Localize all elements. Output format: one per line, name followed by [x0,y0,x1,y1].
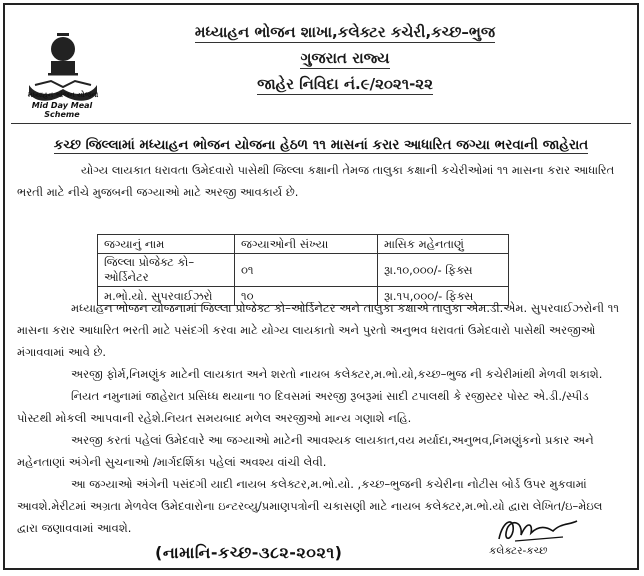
posts-table [97,234,509,306]
post-name: જિલ્લા પ્રોજેક્ટ કો–ઓર્ડિનેટર [98,254,235,287]
column-header-salary: માસિક મહેનતાણું [378,235,509,254]
header-divider [11,123,631,124]
logo-caption-gujarati: મધ્યાહન ભોજન યોજના [27,91,99,99]
post-count: ૦૧ [235,254,378,287]
tender-notice [3,3,639,570]
paragraph-selection: આ જગ્યાઓ અંગેની પસંદગી યાદી નાયબ કલેક્ટર,મ.ભો.યો. ,કચ્છ–ભુજની કચેરીના નોટીસ બોર્ડ ઉપર મુકવામાં આવશે.મેરીટમાં અગ્રતા મેળવેલ ઉમેદવારોના ઇન્ટરવ્યુ/પ્રમાણપત્રોની ચકાસણી માટે નાયબ કલેક્ટર,મ.ભો.યો દ્વારા લેખિત/ઇ–મેઇલ દ્વારા જણાવવામાં આવશે. [17,477,603,535]
notice-subject: કચ્છ જિલ્લામાં મધ્યાહન ભોજન યોજના હેઠળ ૧૧ માસનાં કરાર આધારિત જગ્યા ભરવાની જાહેરાત [53,137,589,153]
post-salary: રૂા.૧૦,૦૦૦/- ફિક્સ [378,254,509,287]
notice-reference: (નામાનિ-કચ્છ-૩૮૨-૨૦૨૧) [155,543,343,562]
table-header-row [98,235,509,254]
logo-caption-english: Mid Day Meal Scheme [31,101,93,119]
paragraph-application-form: અરજી ફોર્મ,નિમણુંક માટેની લાયકાત અને શરતો નાયબ કલેક્ટર,મ.ભો.યો,કચ્છ–ભુજ ની કચેરીમાંથી મેળવી શકાશે. [71,367,603,381]
paragraph-instructions: અરજી કરતાં પહેલાં ઉમેદવારે આ જગ્યાઓ માટેની આવશ્યક લાયકાત,વય મર્યાદા,અનુભવ,નિમણુંકનો પ્રકાર અને મહેનતાણાં અંગેની સુચનાઓ /માર્ગદર્શિકા પહેલાં અવશ્ય વાંચી લેવી. [17,433,594,469]
paragraph-submission: નિયત નમુનામાં જાહેરાત પ્રસિધ્ધ થયાના ૧૦ દિવસમાં અરજી રૂબરૂમાં સાદી ટપાલથી કે રજીસ્ટર પોસ્ટ એ.ડી./સ્પીડ પોસ્ટથી મોકલી આપવાની રહેશે.નિયત સમયબાદ મળેલ અરજીઓ માન્ય ગણાશે નહિ. [17,389,589,425]
tender-number: જાહેર નિવિદા નં.૯/૨૦૨૧-૨૨ [257,75,433,93]
paragraph-recruitment: મધ્યાહન ભોજન યોજનામાં જિલ્લા પ્રોજેક્ટ કો–ઓર્ડિનેટર અને તાલુકા કક્ષાએ તાલુકા એમ.ડી.એમ. સુપરવાઈઝરોની ૧૧ માસના કરાર આધારિત ભરતી માટે પસંદગી કરવા માટે યોગ્ય લાયકાતો અને પુરતો અનુભવ ધરાવતાં ઉમેદવારો પાસેથી અરજીઓ મંગાવવામાં આવે છે. [17,301,619,359]
column-header-count: જગ્યાઓની સંખ્યા [235,235,378,254]
post-salary: રૂા.૧૫,૦૦૦/- ફિક્સ [378,287,509,306]
office-name: મધ્યાહન ભોજન શાખા,કલેક્ટર કચેરી,કચ્છ–ભુજ [194,23,496,41]
signature-icon [493,511,583,547]
signatory-label: કલેક્ટર-કચ્છ [489,545,548,557]
post-count: ૧૦ [235,287,378,306]
table-row [98,254,509,287]
post-name: મ.ભો.યો. સુપરવાઈઝરો [98,287,235,306]
column-header-post: જગ્યાનું નામ [98,235,235,254]
intro-paragraph: યોગ્ય લાયકાત ધરાવતા ઉમેદવારો પાસેથી જિલ્લા કક્ષાની તેમજ તાલુકા કક્ષાની કચેરીઓમાં ૧૧ માસના કરાર આધારિત ભરતી માટે નીચે મુજબની જગ્યાઓ માટે અરજી આવકાર્ય છે. [17,163,615,199]
state-name: ગુજરાત રાજ્ય [300,49,390,67]
